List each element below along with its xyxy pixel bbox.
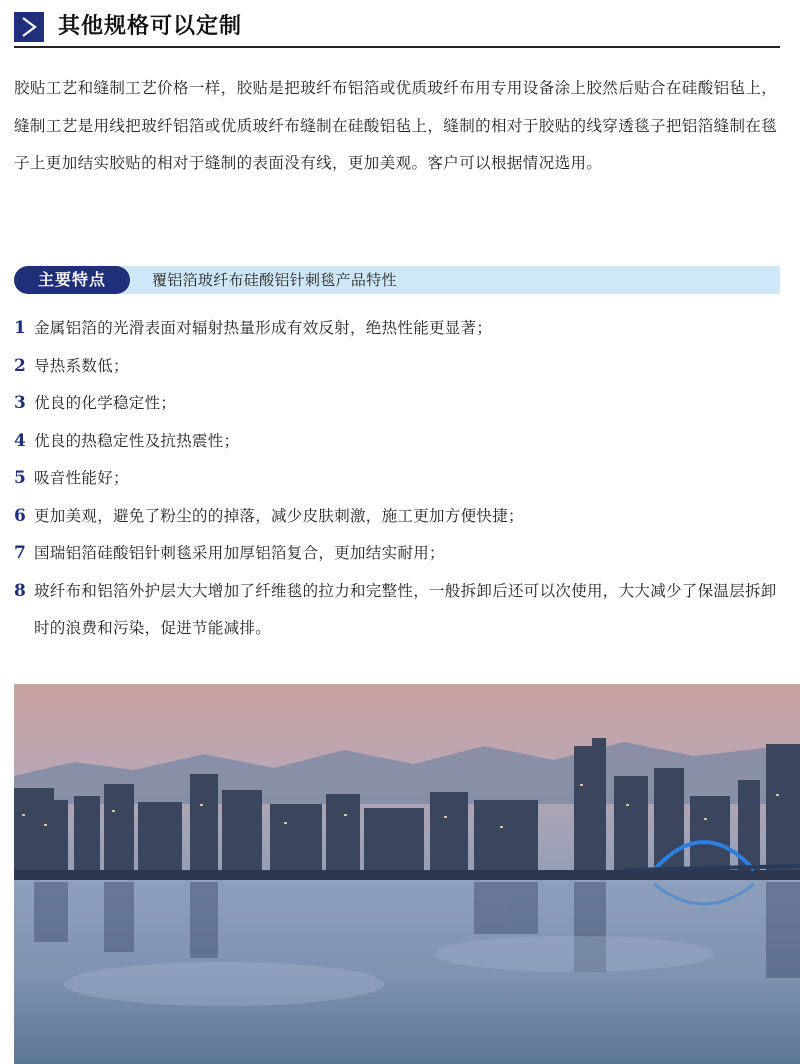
feature-text: 金属铝箔的光滑表面对辐射热量形成有效反射，绝热性能更显著；	[34, 319, 493, 337]
features-list	[14, 310, 784, 648]
city-riverfront-photo	[14, 684, 800, 1064]
features-pill-label: 主要特点	[14, 266, 130, 294]
features-subtitle: 覆铝箔玻纤布硅酸铝针刺毯产品特性	[152, 271, 397, 289]
feature-item	[14, 348, 784, 386]
feature-text: 导热系数低；	[34, 356, 129, 375]
feature-number: 5	[14, 468, 27, 488]
feature-number: 7	[14, 543, 27, 563]
feature-text: 吸音性能好；	[34, 469, 129, 487]
feature-text: 优良的热稳定性及抗热震性；	[34, 431, 240, 450]
feature-item	[14, 310, 784, 348]
feature-item	[14, 498, 784, 536]
feature-item	[14, 573, 784, 648]
feature-item	[14, 385, 784, 423]
feature-item	[14, 535, 784, 573]
feature-text: 优良的化学稳定性；	[34, 394, 177, 412]
intro-paragraph: 胶贴工艺和缝制工艺价格一样，胶贴是把玻纤布铝箔或优质玻纤布用专用设备涂上胶然后贴合在硅酸铝毡上，缝制工艺是用线把玻纤铝箔或优质玻纤布缝制在硅酸铝毡上，缝制的相对于胶贴的线穿透毯子把铝箔缝制在毯子上更加结实胶贴的相对于缝制的表面没有线，更加美观。客户可以根据情况选用。	[14, 79, 778, 172]
feature-text: 玻纤布和铝箔外护层大大增加了纤维毯的拉力和完整性，一般拆卸后还可以次使用，大大减少了保温层拆卸时的浪费和污染，促进节能减排。	[34, 581, 777, 637]
city-skyline-illustration	[14, 684, 800, 1064]
feature-item	[14, 423, 784, 461]
features-bar	[14, 266, 780, 294]
section-divider	[14, 46, 780, 48]
chevron-right-icon	[14, 12, 44, 42]
feature-number: 1	[14, 318, 27, 338]
section-header	[14, 10, 780, 48]
feature-number: 6	[14, 505, 27, 526]
feature-number: 2	[14, 355, 27, 376]
feature-number: 4	[14, 430, 27, 451]
feature-number: 8	[14, 580, 27, 601]
feature-text: 国瑞铝箔硅酸铝针刺毯采用加厚铝箔复合，更加结实耐用；	[34, 544, 445, 562]
feature-item	[14, 460, 784, 498]
feature-text: 更加美观，避免了粉尘的的掉落，减少皮肤刺激，施工更加方便快捷；	[34, 506, 524, 525]
feature-number: 3	[14, 393, 27, 413]
section-title: 其他规格可以定制	[58, 14, 243, 39]
